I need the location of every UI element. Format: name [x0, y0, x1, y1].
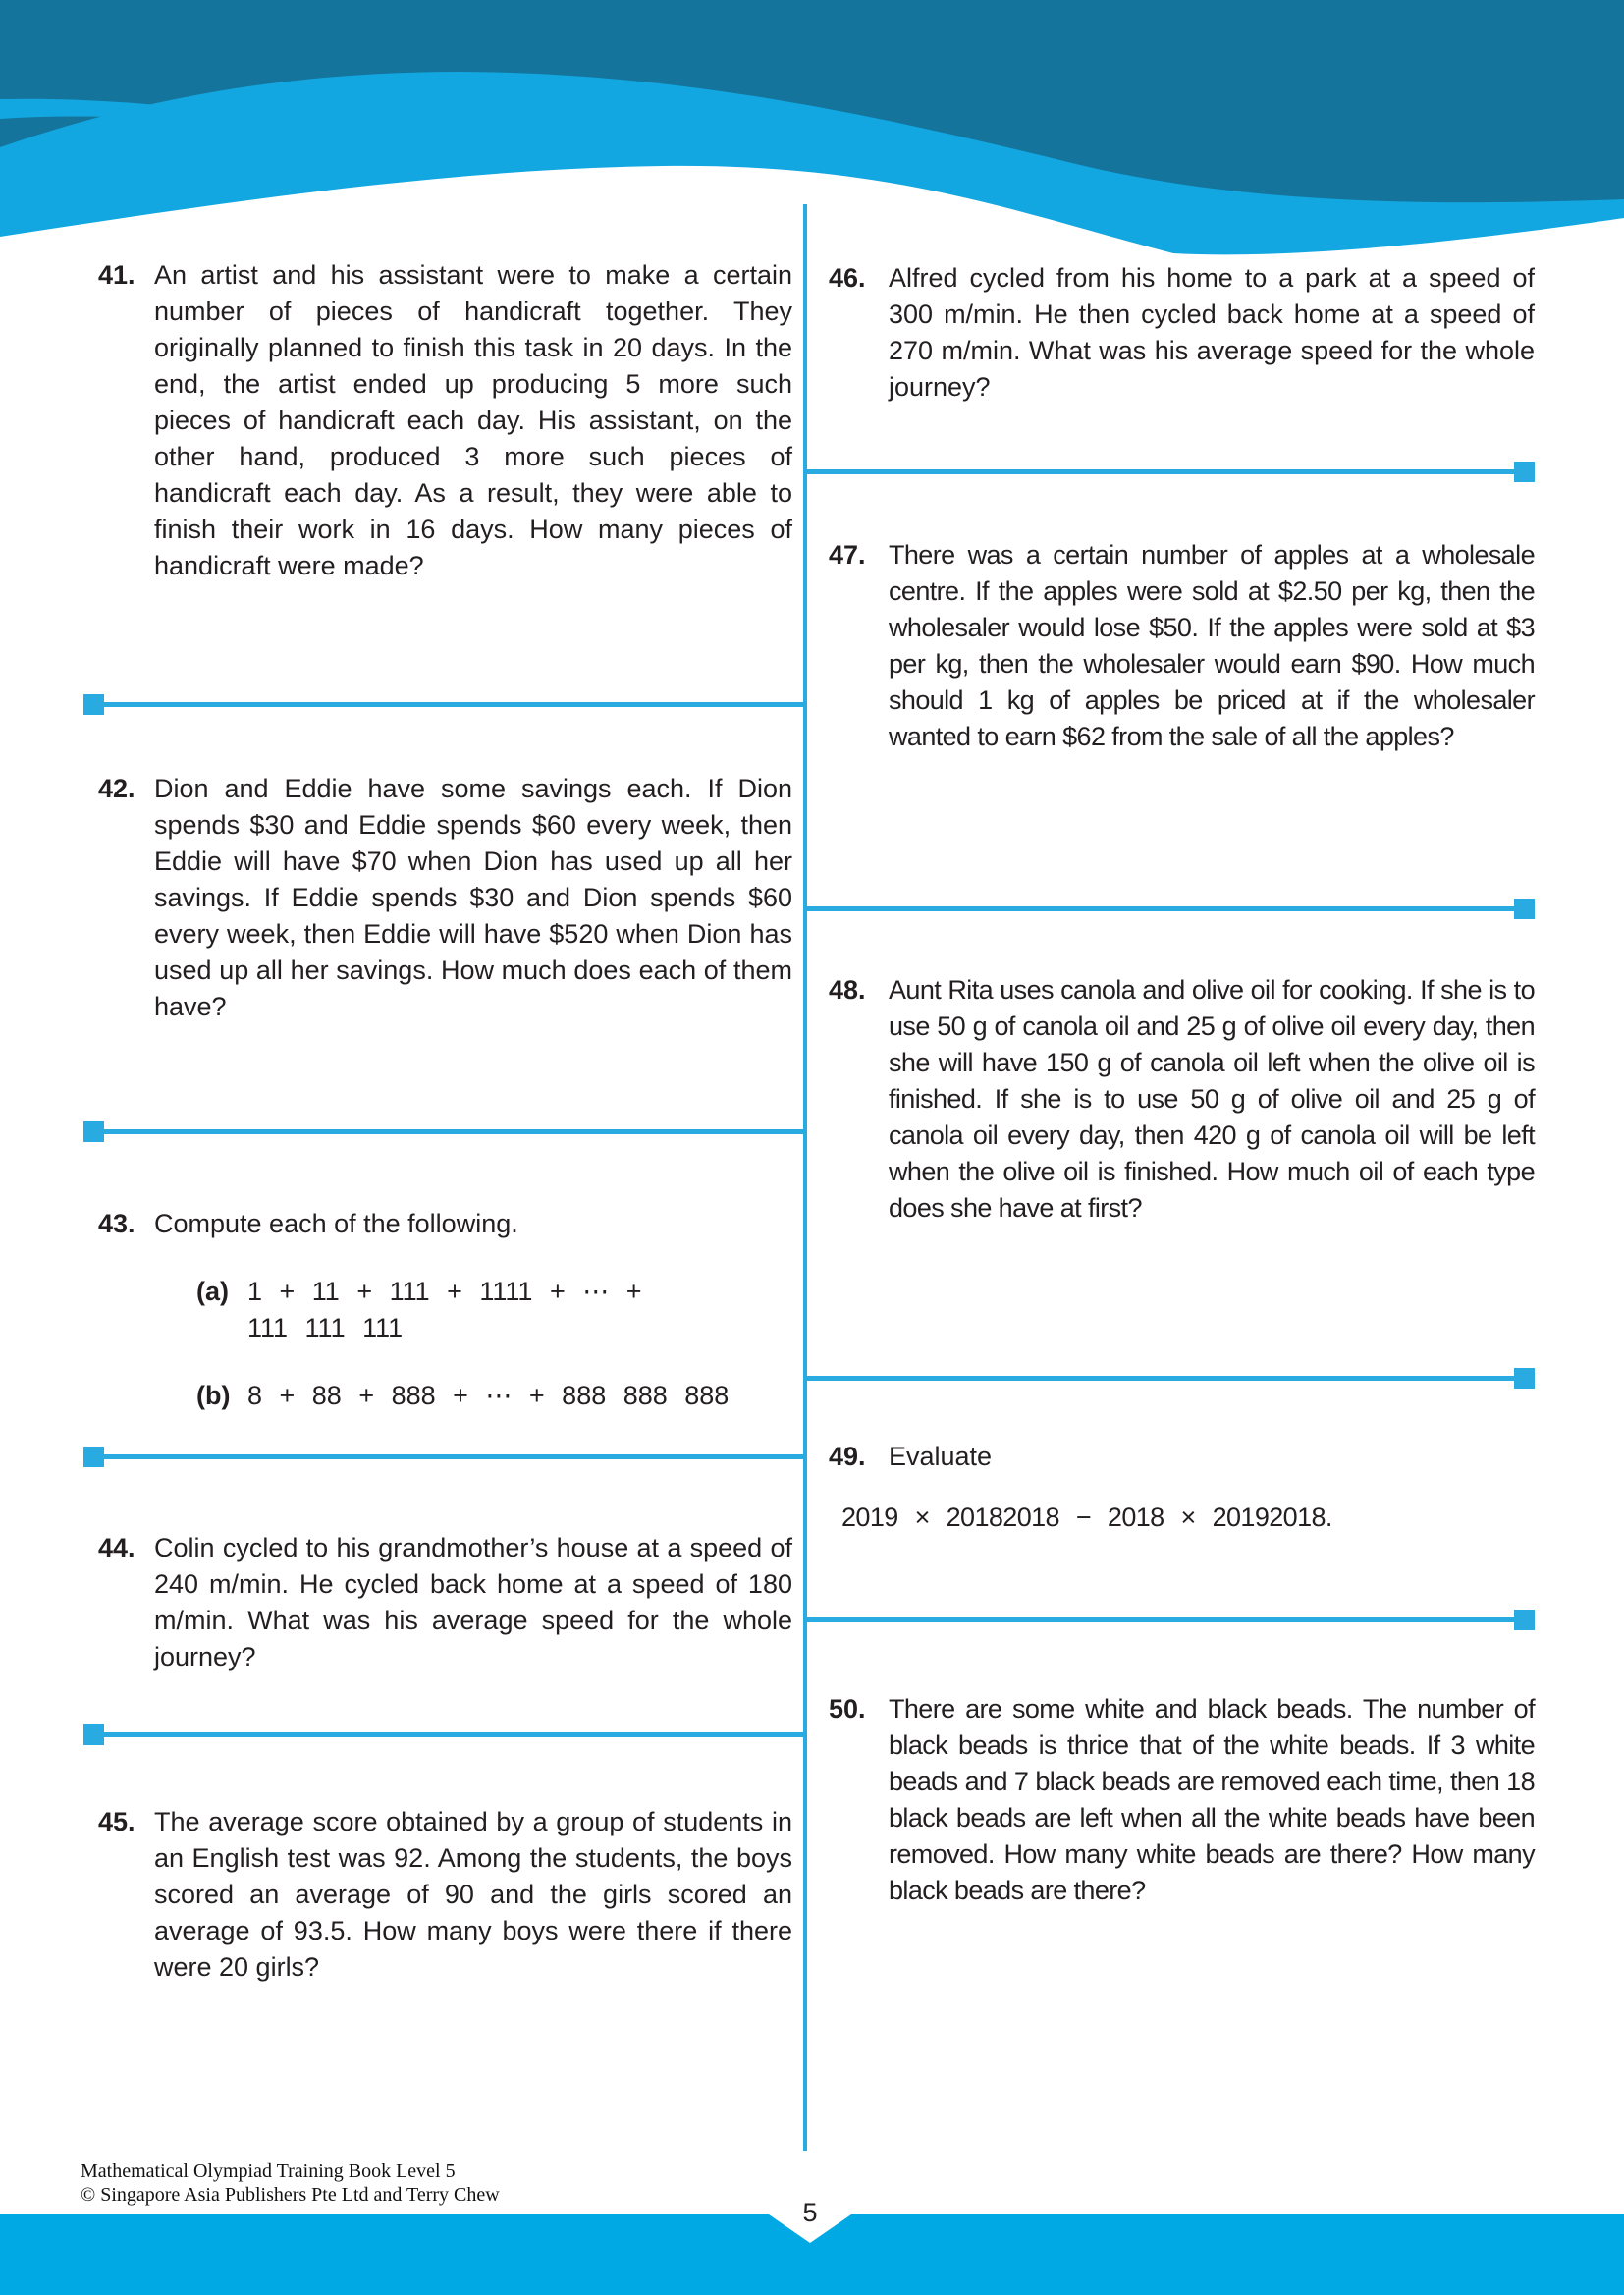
problem-text — [154, 1206, 792, 1414]
header-wave-graphic — [0, 0, 1624, 295]
column-divider — [803, 204, 807, 2151]
problem-part-b — [196, 1378, 792, 1414]
part-expression: 1 + 11 + 111 + 1111 + ⋯ + 111 111 111 — [247, 1277, 642, 1342]
divider-endcap — [1514, 1610, 1535, 1630]
problem-text: Aunt Rita uses canola and olive oil for cooking. If she is to use 50 g of canola oil and 25 g of olive oil every day, then she will have 150 g of canola oil left when the olive oil is finished. If she is to use 50 g of olive oil and 25 g of canola oil every day, then 420 g of canola oil will be left when the olive oil is finished. How much oil of each type does she have at first? — [889, 975, 1535, 1223]
problem-48 — [829, 972, 1535, 1227]
problem-number: 48. — [829, 975, 866, 1005]
problem-50 — [829, 1691, 1535, 1909]
divider-endcap — [1514, 1368, 1535, 1389]
divider — [807, 1617, 1514, 1622]
light-wave-crest — [0, 99, 393, 147]
problem-text: The average score obtained by a group of students in an English test was 92. Among the students, the boys scored an average of 90 and the girls scored an average of 93.5. How many boys were there if there were 20 girls? — [154, 1807, 792, 1982]
problem-intro: Compute each of the following. — [154, 1209, 518, 1238]
part-expression: 8 + 88 + 888 + ⋯ + 888 888 888 — [247, 1381, 730, 1410]
math-expression: 2019 × 20182018 − 2018 × 20192018. — [841, 1503, 1332, 1532]
problem-text: Alfred cycled from his home to a park at a speed of 300 m/min. He then cycled back home at a speed of 270 m/min. What was his average speed for the whole journey? — [889, 263, 1535, 402]
dark-wave-shape — [0, 0, 1624, 202]
light-wave-shape — [0, 0, 1624, 254]
divider — [807, 1376, 1514, 1381]
problem-number: 46. — [829, 263, 866, 293]
divider — [94, 702, 803, 707]
problem-46 — [829, 260, 1535, 406]
problem-part-a — [196, 1274, 792, 1346]
divider — [94, 1129, 803, 1134]
problem-text: There are some white and black beads. The number of black beads is thrice that of the white beads. If 3 white beads and 7 black beads are removed each time, then 18 black beads are left when all the white beads have been removed. How many white beads are there? How many black beads are there? — [889, 1694, 1535, 1905]
footer-book-title: Mathematical Olympiad Training Book Level 5 — [81, 2160, 456, 2182]
divider — [807, 906, 1514, 911]
problem-42 — [98, 771, 792, 1025]
problem-49 — [829, 1439, 1535, 1536]
divider — [94, 1454, 803, 1459]
footer-copyright: © Singapore Asia Publishers Pte Ltd and Terry Chew — [81, 2184, 500, 2206]
problem-number: 43. — [98, 1209, 135, 1238]
problem-43 — [98, 1206, 792, 1414]
problem-number: 42. — [98, 774, 135, 803]
divider — [94, 1732, 803, 1737]
divider-endcap — [1514, 899, 1535, 919]
divider-endcap — [1514, 462, 1535, 482]
problem-text: An artist and his assistant were to make a certain number of pieces of handicraft together. They originally planned to finish this task in 20 days. In the end, the artist ended up producing 5 more such pieces of handicraft each day. His assistant, on the other hand, produced 3 more such pieces of handicraft each day. As a result, they were able to finish their work in 16 days. How many pieces of handicraft were made? — [154, 260, 792, 580]
problem-41 — [98, 257, 792, 584]
problem-44 — [98, 1530, 792, 1675]
page-number: 5 — [802, 2198, 818, 2227]
problem-intro: Evaluate — [889, 1442, 993, 1471]
problem-45 — [98, 1804, 792, 1986]
problem-number: 47. — [829, 540, 866, 570]
problem-number: 50. — [829, 1694, 866, 1723]
part-label: (a) — [196, 1277, 229, 1306]
problem-47 — [829, 537, 1535, 755]
problem-number: 44. — [98, 1533, 135, 1562]
problem-number: 49. — [829, 1442, 866, 1471]
problem-text: Dion and Eddie have some savings each. If Dion spends $30 and Eddie spends $60 every week, then Eddie will have $70 when Dion has used up all her savings. If Eddie spends $30 and Dion spends $60 every week, then Eddie will have $520 when Dion has used up all her savings. How much does each of them have? — [154, 774, 792, 1021]
part-label: (b) — [196, 1381, 231, 1410]
problem-number: 41. — [98, 260, 135, 290]
divider — [807, 469, 1514, 474]
problem-number: 45. — [98, 1807, 135, 1836]
problem-text: Colin cycled to his grandmother’s house at a speed of 240 m/min. He cycled back home at a speed of 180 m/min. What was his average speed for the whole journey? — [154, 1533, 792, 1671]
problem-text: There was a certain number of apples at a wholesale centre. If the apples were sold at $2.50 per kg, then the wholesaler would lose $50. If the apples were sold at $3 per kg, then the wholesaler would earn $90. How much should 1 kg of apples be priced at if the wholesaler wanted to earn $62 from the sale of all the apples? — [889, 540, 1535, 751]
